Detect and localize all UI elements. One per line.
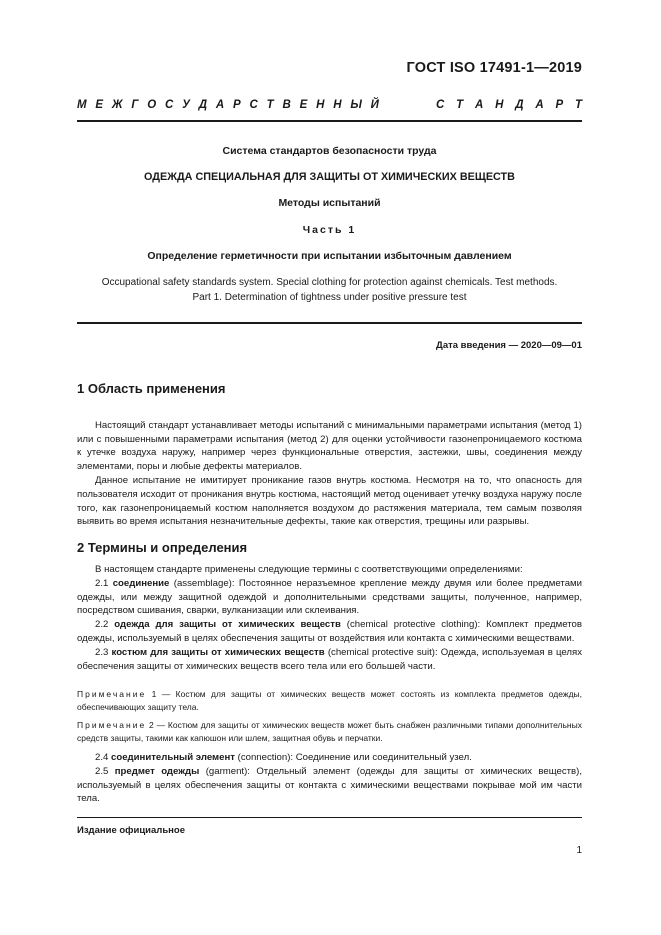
note-1 [77, 688, 582, 714]
banner-letter: Р [555, 99, 564, 111]
banner-letter: С [249, 99, 258, 111]
term-name: предмет одежды [114, 765, 200, 777]
section1-heading: 1 Область применения [77, 381, 226, 396]
part-label: Часть 1 [302, 224, 357, 236]
term-definition: (chemical protective suit): Одежда, используемая в целях обеспечения защиты от химических веществ всего тела или его большей части. [77, 646, 582, 672]
banner-letter: С [436, 99, 445, 111]
term-name: соединительный элемент [111, 752, 235, 763]
header-rule [77, 120, 582, 122]
banner-letter: С [165, 99, 174, 111]
term-name: костюм для защиты от химических веществ [111, 646, 325, 658]
banner-letter: Н [495, 99, 504, 111]
banner-letter: М [77, 99, 87, 111]
document-title: ОДЕЖДА СПЕЦИАЛЬНАЯ ДЛЯ ЗАЩИТЫ ОТ ХИМИЧЕСКИХ ВЕЩЕСТВ [144, 171, 515, 183]
term-number: 2.2 [95, 619, 109, 631]
note-text: 2 — Костюм для защиты от химических веществ может быть снабжен различными типами дополнительных средств защиты, такими как капюшон или шлем, защитная обувь и перчатки. [77, 720, 582, 743]
section2-intro-text: В настоящем стандарте применены следующие термины с соответствующими определениями: [95, 564, 523, 575]
banner-letter: О [147, 99, 157, 111]
term-2-2 [77, 618, 582, 646]
banner-letter: У [182, 99, 190, 111]
banner-letter: А [215, 99, 225, 111]
section1-paragraph2 [77, 474, 582, 529]
banner-letter: В [282, 99, 291, 111]
term-name: одежда для защиты от химических веществ [114, 619, 341, 631]
banner-letter: Е [95, 99, 104, 111]
interstate-word [77, 99, 379, 111]
term-number: 2.1 [95, 577, 109, 589]
section1-paragraph2-text: Данное испытание не имитирует проникание газов внутрь костюма. Несмотря на то, что опасность для пользователя исходит от проникания внутрь костюма, настоящий метод оценивает утечку воздуха наружу после того, как газонепроницаемый костюм наполняется воздухом до растяжения материала, тем самым позволяя выявить во время испытания незначительные дефекты, такие как отверстия, трещины или разрывы. [77, 474, 582, 528]
banner-letter: Д [198, 99, 208, 111]
note-2 [77, 719, 582, 745]
english-title-line2: Part 1. Determination of tightness under positive pressure test [192, 292, 467, 303]
standard-designation: ГОСТ ISO 17491-1—2019 [406, 60, 582, 76]
term-2-3 [77, 646, 582, 674]
banner-letter: Н [316, 99, 325, 111]
english-title-line1: Occupational safety standards system. Special clothing for protection against chemicals. Test methods. [101, 277, 558, 288]
official-edition-label: Издание официальное [77, 825, 185, 836]
banner-letter: Ж [111, 99, 123, 111]
banner-letter: Е [299, 99, 308, 111]
section2-intro [77, 563, 582, 577]
system-title: Система стандартов безопасности труда [222, 145, 437, 157]
term-2-1 [77, 577, 582, 618]
term-definition: (garment): Отдельный элемент (одежды для защиты от химических веществ), используемый в целях обеспечения защиты от контакта с химическими веществами покрывае мой им части тела. [77, 765, 582, 805]
standard-word [436, 99, 582, 111]
term-name: соединение [112, 577, 170, 589]
term-number: 2.3 [95, 646, 109, 658]
part-subtitle: Определение герметичности при испытании избыточным давлением [147, 250, 512, 262]
section2-text [77, 563, 582, 673]
section2-text-continued [77, 751, 582, 806]
banner-letter: А [474, 99, 484, 111]
section1-text [77, 405, 582, 529]
banner-letter: А [535, 99, 544, 111]
methods-subtitle: Методы испытаний [278, 197, 381, 209]
page-number: 1 [576, 845, 582, 856]
section2-heading: 2 Термины и определения [77, 540, 248, 555]
banner-letter: Р [233, 99, 241, 111]
banner-letter: Т [456, 99, 464, 111]
term-number: 2.4 [95, 752, 109, 763]
term-2-4 [77, 751, 582, 765]
note-label: Примечание [77, 720, 147, 730]
banner-letter: Д [515, 99, 524, 111]
introduction-date: Дата введения — 2020—09—01 [436, 340, 582, 351]
banner-letter: Ы [350, 99, 362, 111]
note-label: Примечание [77, 689, 147, 699]
footer-rule [77, 817, 582, 818]
note-text: 1 — Костюм для защиты от химических веществ может состоять из комплекта предметов одежды, обеспечивающих защиту тела. [77, 689, 582, 712]
banner-letter: Н [333, 99, 342, 111]
banner-letter: Т [266, 99, 274, 111]
term-definition: (chemical protective clothing): Комплект предметов одежды, используемый в целях обеспечения защиты от воздействия или контакта с химическими веществами. [77, 619, 582, 644]
term-2-5 [77, 765, 582, 806]
term-number: 2.5 [95, 765, 109, 777]
banner-letter: Т [574, 99, 582, 111]
section1-paragraph1-text: Настоящий стандарт устанавливает методы испытаний с минимальными параметрами испытания (метод 1) или с повышенными параметрами испытания (метод 2) для оценки устойчивости газонепроницаемого костюма к утечке воздуха наружу, например через функциональные отверстия, застежки, швы, соединения между элементами, поры и любые дефекты материалов. [77, 419, 582, 473]
term-definition: (connection): Соединение или соединительный узел. [234, 752, 472, 763]
banner-letter: Й [370, 99, 379, 111]
title-rule [77, 322, 582, 324]
interstate-standard-banner [77, 99, 582, 111]
term-definition: (assemblage): Постоянное неразъемное крепление между двумя или более предметами одежды, или между защитной одеждой и дополнительными средствами защиты, полученное, например, посредством сшивания, сварки, вулканизации или склеивания. [77, 577, 582, 617]
banner-letter: Г [131, 99, 139, 111]
section1-paragraph1 [77, 405, 582, 474]
